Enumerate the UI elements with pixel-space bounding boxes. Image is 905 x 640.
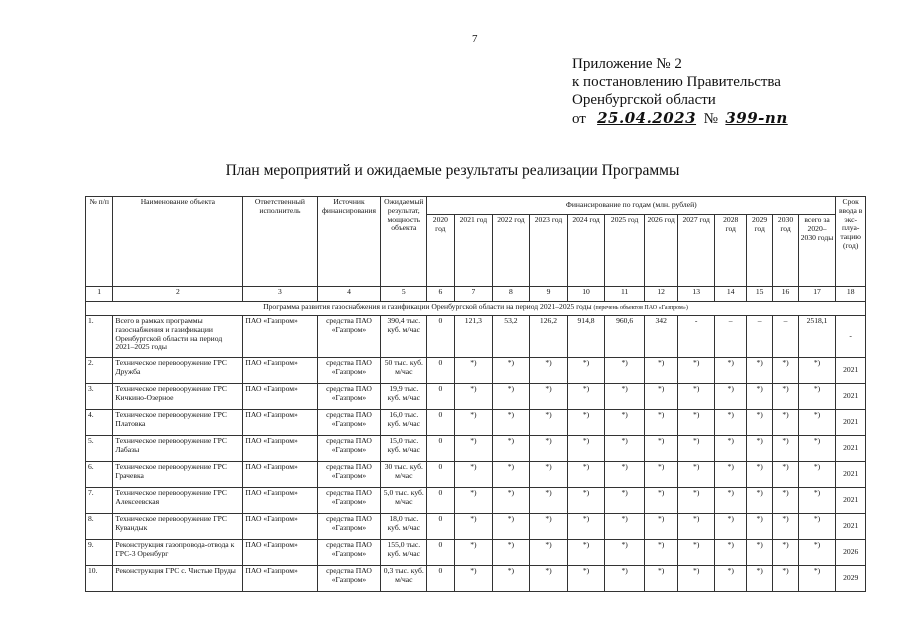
financing-value: 0 bbox=[427, 488, 454, 514]
header-financing: Финансирование по годам (млн. рублей) bbox=[427, 197, 836, 215]
financing-value: *) bbox=[493, 384, 530, 410]
funding-source: средства ПАО «Газпром» bbox=[317, 436, 381, 462]
financing-value: *) bbox=[773, 358, 798, 384]
object-name: Техническое перевооружение ГРС Грачевка bbox=[113, 462, 243, 488]
financing-value: *) bbox=[493, 410, 530, 436]
financing-value: *) bbox=[645, 514, 677, 540]
financing-value: 960,6 bbox=[604, 316, 645, 358]
header-year: 2023 год bbox=[529, 215, 568, 287]
responsible-executor: ПАО «Газпром» bbox=[243, 462, 317, 488]
financing-value: *) bbox=[604, 436, 645, 462]
column-number: 13 bbox=[677, 287, 715, 302]
financing-value: *) bbox=[798, 462, 836, 488]
financing-value: *) bbox=[604, 384, 645, 410]
financing-value: *) bbox=[746, 410, 772, 436]
header-year: 2021 год bbox=[454, 215, 493, 287]
object-name: Техническое перевооружение ГРС Платовка bbox=[113, 410, 243, 436]
financing-value: *) bbox=[677, 358, 715, 384]
financing-value: *) bbox=[493, 540, 530, 566]
column-number: 10 bbox=[568, 287, 605, 302]
financing-value: 0 bbox=[427, 358, 454, 384]
financing-value: 0 bbox=[427, 514, 454, 540]
financing-value: *) bbox=[677, 436, 715, 462]
financing-value: *) bbox=[715, 384, 746, 410]
financing-value: – bbox=[773, 316, 798, 358]
financing-value: 0 bbox=[427, 436, 454, 462]
expected-result: 30 тыс. куб. м/час bbox=[381, 462, 427, 488]
financing-value: *) bbox=[454, 384, 493, 410]
financing-value: *) bbox=[529, 540, 568, 566]
object-name: Техническое перевооружение ГРС Алексеевская bbox=[113, 488, 243, 514]
row-number: 7. bbox=[86, 488, 113, 514]
section-row bbox=[86, 302, 866, 316]
commissioning-year: 2026 bbox=[836, 540, 866, 566]
financing-value: *) bbox=[677, 410, 715, 436]
financing-value: *) bbox=[568, 358, 605, 384]
funding-source: средства ПАО «Газпром» bbox=[317, 540, 381, 566]
expected-result: 0,3 тыс. куб. м/час bbox=[381, 566, 427, 592]
column-number: 11 bbox=[604, 287, 645, 302]
column-number: 16 bbox=[773, 287, 798, 302]
financing-value: *) bbox=[568, 566, 605, 592]
table-row bbox=[86, 540, 866, 566]
financing-value: *) bbox=[677, 488, 715, 514]
financing-value: *) bbox=[529, 358, 568, 384]
financing-value: *) bbox=[773, 384, 798, 410]
financing-value: *) bbox=[604, 540, 645, 566]
financing-value: 0 bbox=[427, 540, 454, 566]
financing-value: *) bbox=[568, 410, 605, 436]
object-name: Всего в рамках программы газоснабжения и газификации Оренбургской области на период 2021–2025 годы bbox=[113, 316, 243, 358]
table-row bbox=[86, 436, 866, 462]
financing-value: *) bbox=[645, 540, 677, 566]
responsible-executor: ПАО «Газпром» bbox=[243, 488, 317, 514]
financing-value: *) bbox=[454, 566, 493, 592]
column-number: 9 bbox=[529, 287, 568, 302]
financing-value: *) bbox=[529, 384, 568, 410]
financing-value: *) bbox=[798, 384, 836, 410]
section-title-cell bbox=[86, 302, 866, 316]
header-num: № п/п bbox=[86, 197, 113, 287]
financing-value: *) bbox=[568, 462, 605, 488]
plan-table bbox=[85, 196, 866, 592]
financing-value: *) bbox=[677, 462, 715, 488]
financing-value: *) bbox=[604, 462, 645, 488]
header-year: 2026 год bbox=[645, 215, 677, 287]
financing-value: *) bbox=[454, 462, 493, 488]
financing-value: 0 bbox=[427, 316, 454, 358]
commissioning-year: 2021 bbox=[836, 514, 866, 540]
financing-value: *) bbox=[493, 462, 530, 488]
appendix-prefix: от bbox=[572, 111, 586, 127]
commissioning-year: 2021 bbox=[836, 410, 866, 436]
header-term: Срок ввода в экс-плуа-тацию (год) bbox=[836, 197, 866, 287]
commissioning-year: 2021 bbox=[836, 462, 866, 488]
expected-result: 390,4 тыс. куб. м/час bbox=[381, 316, 427, 358]
funding-source: средства ПАО «Газпром» bbox=[317, 488, 381, 514]
header-year: 2024 год bbox=[568, 215, 605, 287]
expected-result: 50 тыс. куб. м/час bbox=[381, 358, 427, 384]
commissioning-year: 2021 bbox=[836, 384, 866, 410]
financing-value: *) bbox=[746, 488, 772, 514]
financing-value: *) bbox=[645, 410, 677, 436]
financing-value: *) bbox=[568, 540, 605, 566]
financing-value: *) bbox=[604, 488, 645, 514]
appendix-line-3: Оренбургской области bbox=[572, 92, 716, 108]
financing-value: *) bbox=[746, 566, 772, 592]
financing-value: *) bbox=[677, 514, 715, 540]
column-number: 14 bbox=[715, 287, 746, 302]
financing-value: *) bbox=[604, 514, 645, 540]
header-responsible: Ответственный исполнитель bbox=[243, 197, 317, 287]
financing-value: - bbox=[677, 316, 715, 358]
financing-value: *) bbox=[715, 566, 746, 592]
financing-value: *) bbox=[568, 514, 605, 540]
financing-value: *) bbox=[454, 514, 493, 540]
header-result: Ожидаемый результат, мощность объекта bbox=[381, 197, 427, 287]
financing-value: *) bbox=[715, 488, 746, 514]
financing-value: *) bbox=[645, 358, 677, 384]
financing-value: *) bbox=[746, 436, 772, 462]
row-number: 6. bbox=[86, 462, 113, 488]
financing-value: *) bbox=[645, 566, 677, 592]
financing-value: *) bbox=[746, 384, 772, 410]
financing-value: *) bbox=[773, 540, 798, 566]
financing-value: *) bbox=[529, 514, 568, 540]
row-number: 2. bbox=[86, 358, 113, 384]
financing-value: *) bbox=[677, 566, 715, 592]
financing-value: *) bbox=[746, 514, 772, 540]
financing-value: *) bbox=[715, 462, 746, 488]
financing-value: 2518,1 bbox=[798, 316, 836, 358]
financing-value: – bbox=[715, 316, 746, 358]
financing-value: *) bbox=[568, 488, 605, 514]
financing-value: *) bbox=[715, 358, 746, 384]
column-number: 5 bbox=[381, 287, 427, 302]
funding-source: средства ПАО «Газпром» bbox=[317, 514, 381, 540]
financing-value: *) bbox=[645, 488, 677, 514]
row-number: 3. bbox=[86, 384, 113, 410]
financing-value: *) bbox=[715, 540, 746, 566]
header-total: всего за 2020–2030 годы bbox=[798, 215, 836, 287]
expected-result: 19,9 тыс. куб. м/час bbox=[381, 384, 427, 410]
financing-value: *) bbox=[529, 462, 568, 488]
table-row bbox=[86, 514, 866, 540]
row-number: 4. bbox=[86, 410, 113, 436]
financing-value: 126,2 bbox=[529, 316, 568, 358]
financing-value: 914,8 bbox=[568, 316, 605, 358]
column-number: 6 bbox=[427, 287, 454, 302]
table-row bbox=[86, 316, 866, 358]
object-name: Техническое перевооружение ГРС Кичкино-Озерное bbox=[113, 384, 243, 410]
number-sign: № bbox=[703, 111, 718, 127]
header-year: 2027 год bbox=[677, 215, 715, 287]
financing-value: *) bbox=[798, 566, 836, 592]
financing-value: *) bbox=[529, 436, 568, 462]
table-row bbox=[86, 488, 866, 514]
decree-date: 25.04.2023 bbox=[597, 109, 697, 127]
financing-value: 0 bbox=[427, 462, 454, 488]
row-number: 8. bbox=[86, 514, 113, 540]
appendix-block bbox=[572, 55, 788, 128]
financing-value: 0 bbox=[427, 410, 454, 436]
financing-value: *) bbox=[529, 410, 568, 436]
financing-value: – bbox=[746, 316, 772, 358]
financing-value: *) bbox=[798, 488, 836, 514]
expected-result: 5,0 тыс. куб. м/час bbox=[381, 488, 427, 514]
column-number: 7 bbox=[454, 287, 493, 302]
financing-value: *) bbox=[773, 410, 798, 436]
appendix-date-line bbox=[572, 109, 788, 128]
responsible-executor: ПАО «Газпром» bbox=[243, 540, 317, 566]
funding-source: средства ПАО «Газпром» bbox=[317, 566, 381, 592]
commissioning-year: 2029 bbox=[836, 566, 866, 592]
expected-result: 18,0 тыс. куб. м/час bbox=[381, 514, 427, 540]
financing-value: *) bbox=[773, 436, 798, 462]
financing-value: *) bbox=[454, 410, 493, 436]
financing-value: *) bbox=[677, 384, 715, 410]
expected-result: 16,0 тыс. куб. м/час bbox=[381, 410, 427, 436]
object-name: Техническое перевооружение ГРС Кувандык bbox=[113, 514, 243, 540]
financing-value: *) bbox=[798, 540, 836, 566]
financing-value: *) bbox=[454, 488, 493, 514]
financing-value: *) bbox=[798, 410, 836, 436]
financing-value: *) bbox=[773, 488, 798, 514]
table-row bbox=[86, 462, 866, 488]
column-number: 1 bbox=[86, 287, 113, 302]
responsible-executor: ПАО «Газпром» bbox=[243, 410, 317, 436]
table-row bbox=[86, 358, 866, 384]
financing-value: *) bbox=[493, 488, 530, 514]
document-title: План мероприятий и ожидаемые результаты реализации Программы bbox=[225, 162, 680, 179]
funding-source: средства ПАО «Газпром» bbox=[317, 410, 381, 436]
header-year: 2028 год bbox=[715, 215, 746, 287]
column-number: 15 bbox=[746, 287, 772, 302]
table-row bbox=[86, 384, 866, 410]
header-year: 2029 год bbox=[746, 215, 772, 287]
expected-result: 15,0 тыс. куб. м/час bbox=[381, 436, 427, 462]
financing-value: *) bbox=[798, 514, 836, 540]
financing-value: *) bbox=[604, 566, 645, 592]
responsible-executor: ПАО «Газпром» bbox=[243, 566, 317, 592]
commissioning-year: 2021 bbox=[836, 358, 866, 384]
column-numbers-row bbox=[86, 287, 866, 302]
column-number: 2 bbox=[113, 287, 243, 302]
object-name: Реконструкция газопровода-отвода к ГРС-3 Оренбург bbox=[113, 540, 243, 566]
commissioning-year: - bbox=[836, 316, 866, 358]
financing-value: *) bbox=[746, 358, 772, 384]
appendix-line-1: Приложение № 2 bbox=[572, 56, 682, 72]
header-source: Источник финансирования bbox=[317, 197, 381, 287]
column-number: 3 bbox=[243, 287, 317, 302]
header-object: Наименование объекта bbox=[113, 197, 243, 287]
header-year: 2022 год bbox=[493, 215, 530, 287]
financing-value: *) bbox=[493, 514, 530, 540]
object-name: Техническое перевооружение ГРС Дружба bbox=[113, 358, 243, 384]
appendix-line-2: к постановлению Правительства bbox=[572, 74, 781, 90]
financing-value: *) bbox=[493, 358, 530, 384]
financing-value: 53,2 bbox=[493, 316, 530, 358]
table-row bbox=[86, 566, 866, 592]
financing-value: *) bbox=[746, 462, 772, 488]
column-number: 18 bbox=[836, 287, 866, 302]
financing-value: *) bbox=[454, 436, 493, 462]
financing-value: *) bbox=[773, 514, 798, 540]
financing-value: *) bbox=[568, 384, 605, 410]
financing-value: *) bbox=[715, 410, 746, 436]
column-number: 4 bbox=[317, 287, 381, 302]
financing-value: 0 bbox=[427, 384, 454, 410]
funding-source: средства ПАО «Газпром» bbox=[317, 462, 381, 488]
header-year: 2025 год bbox=[604, 215, 645, 287]
financing-value: *) bbox=[773, 566, 798, 592]
financing-value: *) bbox=[746, 540, 772, 566]
column-number: 17 bbox=[798, 287, 836, 302]
financing-value: *) bbox=[798, 436, 836, 462]
responsible-executor: ПАО «Газпром» bbox=[243, 358, 317, 384]
column-number: 8 bbox=[493, 287, 530, 302]
financing-value: 0 bbox=[427, 566, 454, 592]
financing-value: *) bbox=[715, 514, 746, 540]
table-row bbox=[86, 410, 866, 436]
row-number: 10. bbox=[86, 566, 113, 592]
financing-value: *) bbox=[493, 566, 530, 592]
responsible-executor: ПАО «Газпром» bbox=[243, 514, 317, 540]
financing-value: *) bbox=[568, 436, 605, 462]
expected-result: 155,0 тыс. куб. м/час bbox=[381, 540, 427, 566]
header-row-1 bbox=[86, 197, 866, 215]
financing-value: *) bbox=[645, 384, 677, 410]
responsible-executor: ПАО «Газпром» bbox=[243, 316, 317, 358]
row-number: 1. bbox=[86, 316, 113, 358]
commissioning-year: 2021 bbox=[836, 436, 866, 462]
financing-value: *) bbox=[645, 436, 677, 462]
financing-value: *) bbox=[715, 436, 746, 462]
financing-value: *) bbox=[493, 436, 530, 462]
financing-value: *) bbox=[604, 358, 645, 384]
financing-value: *) bbox=[773, 462, 798, 488]
financing-value: *) bbox=[454, 540, 493, 566]
object-name: Реконструкция ГРС с. Чистые Пруды bbox=[113, 566, 243, 592]
financing-value: *) bbox=[798, 358, 836, 384]
financing-value: *) bbox=[529, 488, 568, 514]
header-year: 2020 год bbox=[427, 215, 454, 287]
financing-value: *) bbox=[529, 566, 568, 592]
responsible-executor: ПАО «Газпром» bbox=[243, 384, 317, 410]
section-title: Программа развития газоснабжения и газификации Оренбургской области на период 2021–2025 годы bbox=[263, 302, 592, 311]
financing-value: *) bbox=[454, 358, 493, 384]
responsible-executor: ПАО «Газпром» bbox=[243, 436, 317, 462]
decree-number: 399-пп bbox=[725, 109, 788, 127]
commissioning-year: 2021 bbox=[836, 488, 866, 514]
financing-value: 121,3 bbox=[454, 316, 493, 358]
row-number: 5. bbox=[86, 436, 113, 462]
financing-value: *) bbox=[604, 410, 645, 436]
financing-value: *) bbox=[645, 462, 677, 488]
section-note: (перечень объектов ПАО «Газпром») bbox=[593, 305, 688, 311]
financing-value: *) bbox=[677, 540, 715, 566]
page-number: 7 bbox=[472, 33, 478, 45]
column-number: 12 bbox=[645, 287, 677, 302]
object-name: Техническое перевооружение ГРС Лабазы bbox=[113, 436, 243, 462]
funding-source: средства ПАО «Газпром» bbox=[317, 384, 381, 410]
financing-value: 342 bbox=[645, 316, 677, 358]
row-number: 9. bbox=[86, 540, 113, 566]
funding-source: средства ПАО «Газпром» bbox=[317, 358, 381, 384]
funding-source: средства ПАО «Газпром» bbox=[317, 316, 381, 358]
header-year: 2030 год bbox=[773, 215, 798, 287]
